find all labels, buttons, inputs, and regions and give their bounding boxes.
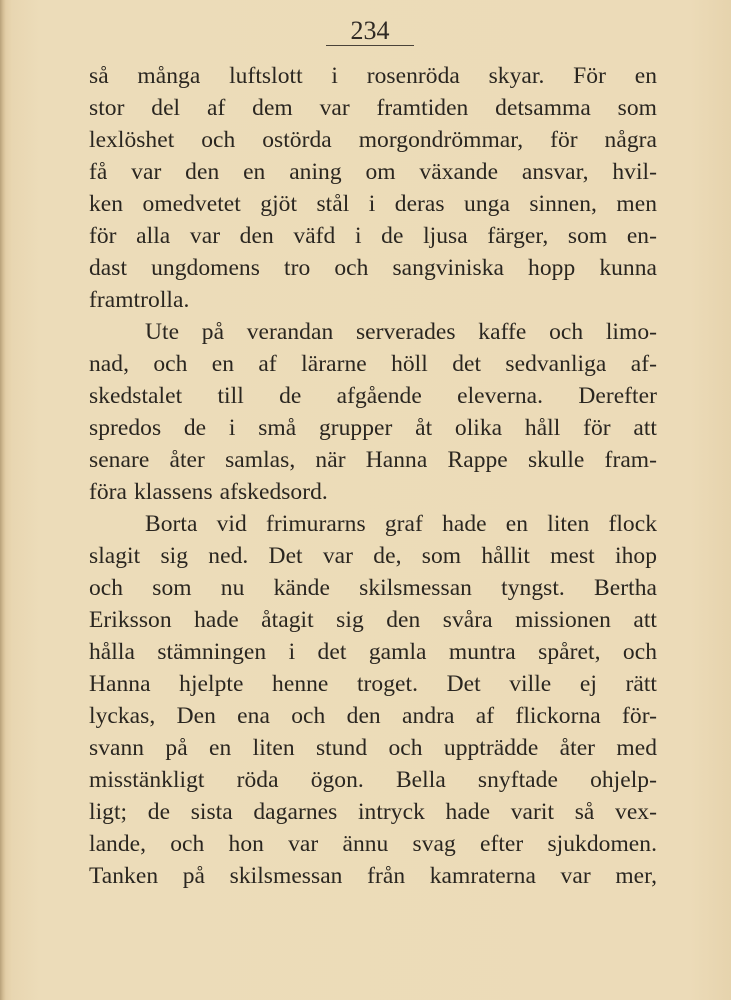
body-text (89, 60, 657, 892)
text-line: ligt; de sista dagarnes intryck hade varit så vex- (89, 799, 657, 825)
text-line: lexlöshet och ostörda morgondrömmar, för några (89, 127, 657, 153)
page-number: 234 (350, 16, 390, 45)
text-line: spredos de i små grupper åt olika håll för att (89, 415, 657, 441)
text-line: skedstalet till de afgående eleverna. Derefter (89, 383, 657, 409)
text-line: slagit sig ned. Det var de, som hållit mest ihop (89, 543, 657, 569)
text-line: Tanken på skilsmessan från kamraterna var mer, (89, 863, 657, 889)
text-line: dast ungdomens tro och sangviniska hopp kunna (89, 255, 657, 281)
text-line: ken omedvetet gjöt stål i deras unga sinnen, men (89, 191, 657, 217)
text-line: Eriksson hade åtagit sig den svåra missionen att (89, 607, 657, 633)
text-line: få var den en aning om växande ansvar, hvil- (89, 159, 657, 185)
page-edge-shadow (0, 0, 6, 1000)
paragraph-end-line: framtrolla. (89, 287, 190, 313)
text-line: för alla var den väfd i de ljusa färger, som en- (89, 223, 657, 249)
text-line: stor del af dem var framtiden detsamma som (89, 95, 657, 121)
paragraph-start-line: Borta vid frimurarns graf hade en liten flock (145, 511, 657, 537)
text-line: misstänkligt röda ögon. Bella snyftade ohjelp- (89, 767, 657, 793)
text-line: Hanna hjelpte henne troget. Det ville ej rätt (89, 671, 657, 697)
text-line: lyckas, Den ena och den andra af flickorna för- (89, 703, 657, 729)
text-line: senare åter samlas, när Hanna Rappe skulle fram- (89, 447, 657, 473)
text-line: svann på en liten stund och uppträdde åter med (89, 735, 657, 761)
text-line: nad, och en af lärarne höll det sedvanliga af- (89, 351, 657, 377)
text-line: hålla stämningen i det gamla muntra spåret, och (89, 639, 657, 665)
paragraph-end-line: föra klassens afskedsord. (89, 479, 328, 505)
text-line: och som nu kände skilsmessan tyngst. Bertha (89, 575, 657, 601)
text-line: lande, och hon var ännu svag efter sjukdomen. (89, 831, 657, 857)
text-line: så många luftslott i rosenröda skyar. För en (89, 63, 657, 89)
page-number-rule (326, 45, 414, 46)
paragraph-start-line: Ute på verandan serverades kaffe och limo- (145, 319, 657, 345)
